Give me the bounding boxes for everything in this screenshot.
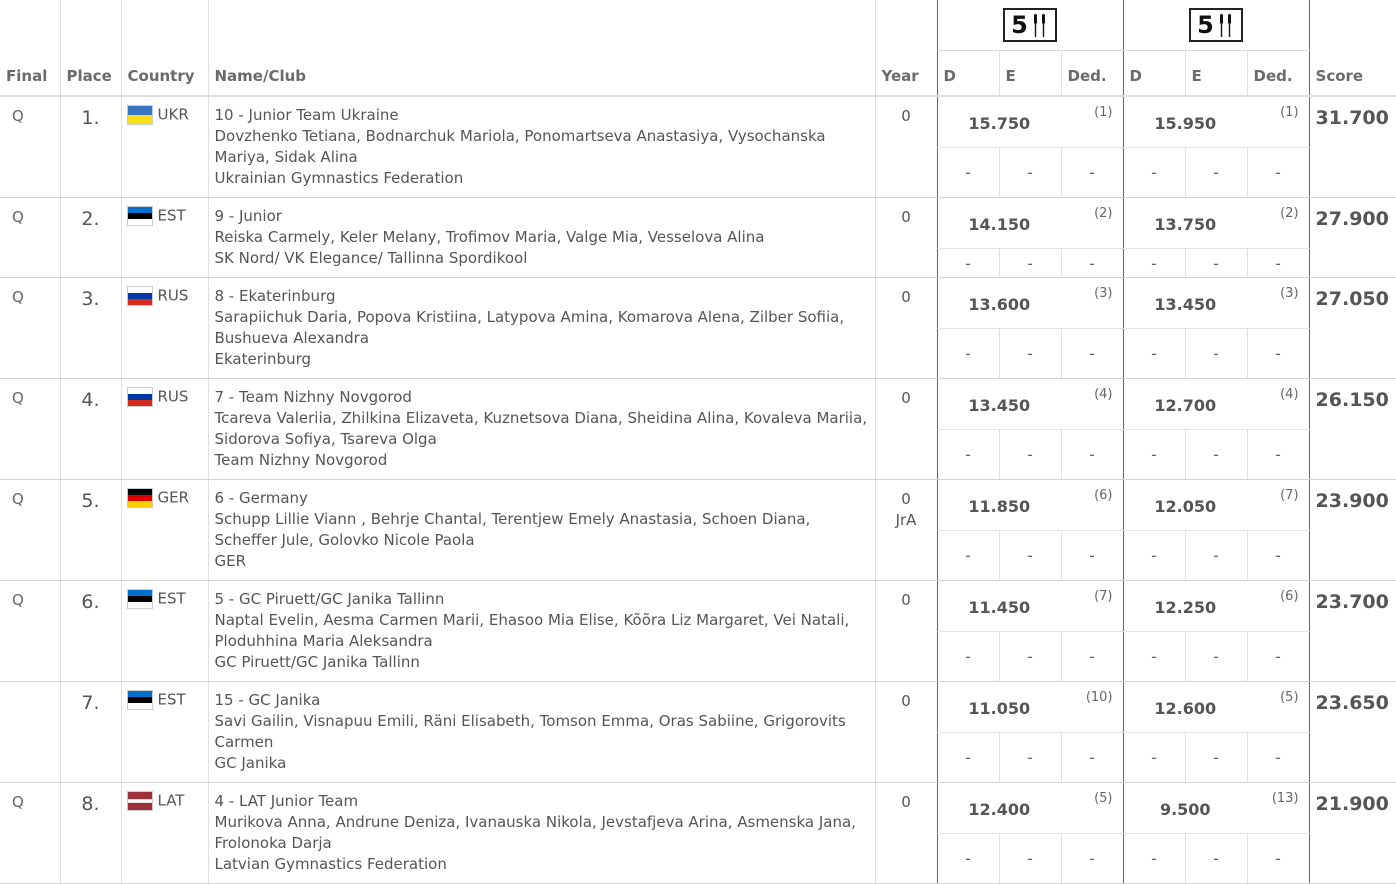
- table-row[interactable]: [0, 682, 1396, 733]
- detail-d2: -: [1123, 430, 1185, 480]
- detail-d1: -: [937, 834, 999, 884]
- place: 7.: [60, 682, 121, 783]
- place: 2.: [60, 198, 121, 278]
- rank-1: (5): [1061, 783, 1123, 834]
- clubs-icon: [1217, 12, 1235, 38]
- detail-e2: -: [1185, 148, 1247, 198]
- year-cell: [875, 682, 937, 783]
- d2-header: D: [1123, 51, 1185, 97]
- flag-icon: [128, 207, 152, 225]
- name-club-cell[interactable]: [208, 581, 875, 682]
- detail-e1: -: [999, 531, 1061, 581]
- rank-1: (2): [1061, 198, 1123, 249]
- country-cell: [121, 682, 208, 783]
- team-name: 4 - LAT Junior Team: [214, 792, 359, 810]
- year-category: JrA: [895, 511, 917, 529]
- gymnast-names: Ploduhhina Maria Aleksandra: [214, 632, 433, 650]
- place: 8.: [60, 783, 121, 884]
- year-cell: [875, 278, 937, 379]
- team-name: 6 - Germany: [214, 489, 308, 507]
- country-code: EST: [157, 690, 186, 709]
- name-club-cell[interactable]: [208, 682, 875, 783]
- country-cell: [121, 278, 208, 379]
- place: 1.: [60, 96, 121, 198]
- country-cell: [121, 96, 208, 198]
- rank-2: (1): [1247, 96, 1309, 148]
- e-score-1[interactable]: 11.050: [937, 682, 1061, 733]
- team-name: 15 - GC Janika: [214, 691, 321, 709]
- ded1-header: Ded.: [1061, 51, 1123, 97]
- name-club-header[interactable]: Name/Club: [208, 51, 875, 97]
- detail-ded2: -: [1247, 531, 1309, 581]
- detail-ded1: -: [1061, 733, 1123, 783]
- club-name: GC Janika: [214, 754, 287, 772]
- club-name: SK Nord/ VK Elegance/ Tallinna Spordikool: [214, 249, 528, 267]
- country-code: EST: [157, 206, 186, 225]
- year: 0: [901, 208, 911, 226]
- name-club-cell[interactable]: [208, 480, 875, 581]
- e-score-2[interactable]: 15.950: [1123, 96, 1247, 148]
- table-row[interactable]: [0, 96, 1396, 148]
- ded2-header: Ded.: [1247, 51, 1309, 97]
- table-row[interactable]: [0, 198, 1396, 249]
- year: 0: [901, 591, 911, 609]
- e-score-2[interactable]: 13.750: [1123, 198, 1247, 249]
- place: 4.: [60, 379, 121, 480]
- table-row[interactable]: [0, 581, 1396, 632]
- final-qualifier: Q: [0, 198, 60, 278]
- country-cell: [121, 379, 208, 480]
- final-qualifier: Q: [0, 379, 60, 480]
- table-row[interactable]: [0, 480, 1396, 531]
- detail-e2: -: [1185, 531, 1247, 581]
- detail-ded1: -: [1061, 249, 1123, 278]
- year-cell: [875, 581, 937, 682]
- total-score[interactable]: 27.050: [1309, 278, 1396, 379]
- table-row[interactable]: [0, 379, 1396, 430]
- apparatus-2-number: 5: [1197, 11, 1214, 39]
- d1-header: D: [937, 51, 999, 97]
- team-name: 9 - Junior: [214, 207, 282, 225]
- country-code: LAT: [157, 791, 185, 810]
- final-qualifier: Q: [0, 783, 60, 884]
- table-row[interactable]: [0, 278, 1396, 329]
- detail-d2: -: [1123, 531, 1185, 581]
- detail-e2: -: [1185, 329, 1247, 379]
- rank-1: (10): [1061, 682, 1123, 733]
- gymnast-names: Dovzhenko Tetiana, Bodnarchuk Mariola, Ponomartseva Anastasiya, Vysochanska: [214, 127, 826, 145]
- gymnast-names: Bushueva Alexandra: [214, 329, 370, 347]
- final-qualifier: [0, 682, 60, 783]
- detail-e2: -: [1185, 430, 1247, 480]
- gymnast-names: Mariya, Sidak Alina: [214, 148, 358, 166]
- country-cell: [121, 581, 208, 682]
- rank-1: (6): [1061, 480, 1123, 531]
- gymnast-names: Tcareva Valeriia, Zhilkina Elizaveta, Kuznetsova Diana, Sheidina Alina, Kovaleva Mariia,: [214, 409, 868, 427]
- flag-icon: [128, 388, 152, 406]
- detail-d2: -: [1123, 329, 1185, 379]
- year: 0: [901, 389, 911, 407]
- e-score-1[interactable]: 13.600: [937, 278, 1061, 329]
- detail-ded1: -: [1061, 329, 1123, 379]
- gymnast-names: Reiska Carmely, Keler Melany, Trofimov Maria, Valge Mia, Vesselova Alina: [214, 228, 765, 246]
- e-score-2[interactable]: 12.250: [1123, 581, 1247, 632]
- e-score-1[interactable]: 11.850: [937, 480, 1061, 531]
- detail-e1: -: [999, 632, 1061, 682]
- detail-d2: -: [1123, 834, 1185, 884]
- place: 6.: [60, 581, 121, 682]
- detail-ded2: -: [1247, 249, 1309, 278]
- e-score-1[interactable]: 12.400: [937, 783, 1061, 834]
- gymnast-names: Naptal Evelin, Aesma Carmen Marii, Ehasoo Mia Elise, Kõõra Liz Margaret, Vei Natali,: [214, 611, 850, 629]
- detail-ded2: -: [1247, 148, 1309, 198]
- e-score-2[interactable]: 12.700: [1123, 379, 1247, 430]
- detail-d2: -: [1123, 148, 1185, 198]
- final-header[interactable]: Final: [0, 51, 60, 97]
- place-header[interactable]: Place: [60, 51, 121, 97]
- total-score[interactable]: 26.150: [1309, 379, 1396, 480]
- gymnast-names: Savi Gailin, Visnapuu Emili, Räni Elisabeth, Tomson Emma, Oras Sabiine, Grigorovits: [214, 712, 846, 730]
- rank-1: (1): [1061, 96, 1123, 148]
- year-cell: [875, 783, 937, 884]
- apparatus-2-box: [1189, 8, 1243, 42]
- e-score-2[interactable]: 9.500: [1123, 783, 1247, 834]
- year: 0: [901, 793, 911, 811]
- detail-d2: -: [1123, 632, 1185, 682]
- clubs-icon: [1031, 12, 1049, 38]
- final-qualifier: Q: [0, 581, 60, 682]
- e-score-1[interactable]: 11.450: [937, 581, 1061, 632]
- place: 5.: [60, 480, 121, 581]
- gymnast-names: Carmen: [214, 733, 274, 751]
- year: 0: [901, 692, 911, 710]
- gymnast-names: Schupp Lillie Viann , Behrje Chantal, Terentjew Emely Anastasia, Schoen Diana,: [214, 510, 811, 528]
- e-score-2[interactable]: 12.050: [1123, 480, 1247, 531]
- club-name: Team Nizhny Novgorod: [214, 451, 388, 469]
- club-name: Ekaterinburg: [214, 350, 311, 368]
- final-qualifier: Q: [0, 278, 60, 379]
- club-name: Ukrainian Gymnastics Federation: [214, 169, 464, 187]
- detail-ded2: -: [1247, 834, 1309, 884]
- detail-ded2: -: [1247, 430, 1309, 480]
- detail-e1: -: [999, 430, 1061, 480]
- total-score[interactable]: 23.650: [1309, 682, 1396, 783]
- detail-ded1: -: [1061, 632, 1123, 682]
- year: 0: [901, 288, 911, 306]
- detail-d1: -: [937, 531, 999, 581]
- rank-2: (3): [1247, 278, 1309, 329]
- club-name: GC Piruett/GC Janika Tallinn: [214, 653, 420, 671]
- detail-ded1: -: [1061, 430, 1123, 480]
- e-score-2[interactable]: 13.450: [1123, 278, 1247, 329]
- score-header[interactable]: Score: [1309, 51, 1396, 97]
- detail-d1: -: [937, 148, 999, 198]
- name-club-cell[interactable]: [208, 783, 875, 884]
- e2-header: E: [1185, 51, 1247, 97]
- flag-icon: [128, 792, 152, 810]
- total-score[interactable]: 23.900: [1309, 480, 1396, 581]
- country-code: EST: [157, 589, 186, 608]
- club-name: Latvian Gymnastics Federation: [214, 855, 447, 873]
- year-cell: [875, 96, 937, 198]
- detail-e2: -: [1185, 632, 1247, 682]
- flag-icon: [128, 489, 152, 507]
- gymnast-names: Scheffer Jule, Golovko Nicole Paola: [214, 531, 475, 549]
- flag-icon: [128, 691, 152, 709]
- gymnast-names: Sidorova Sofiya, Tsareva Olga: [214, 430, 437, 448]
- detail-d1: -: [937, 249, 999, 278]
- team-name: 8 - Ekaterinburg: [214, 287, 336, 305]
- flag-icon: [128, 106, 152, 124]
- final-qualifier: Q: [0, 96, 60, 198]
- country-cell: [121, 783, 208, 884]
- final-qualifier: Q: [0, 480, 60, 581]
- name-club-cell[interactable]: [208, 198, 875, 278]
- rank-1: (4): [1061, 379, 1123, 430]
- detail-e2: -: [1185, 733, 1247, 783]
- gymnast-names: Murikova Anna, Andrune Deniza, Ivanauska Nikola, Jevstafjeva Arina, Asmenska Jana,: [214, 813, 856, 831]
- flag-icon: [128, 590, 152, 608]
- year-cell: [875, 379, 937, 480]
- team-name: 5 - GC Piruett/GC Janika Tallinn: [214, 590, 445, 608]
- country-code: RUS: [157, 387, 189, 406]
- country-code: RUS: [157, 286, 189, 305]
- total-score[interactable]: 27.900: [1309, 198, 1396, 278]
- year-cell: [875, 198, 937, 278]
- e-score-1[interactable]: 13.450: [937, 379, 1061, 430]
- detail-d1: -: [937, 733, 999, 783]
- rank-2: (7): [1247, 480, 1309, 531]
- detail-ded1: -: [1061, 531, 1123, 581]
- detail-ded1: -: [1061, 834, 1123, 884]
- detail-d2: -: [1123, 733, 1185, 783]
- club-name: GER: [214, 552, 247, 570]
- e1-header: E: [999, 51, 1061, 97]
- apparatus-1-number: 5: [1011, 11, 1028, 39]
- rank-2: (2): [1247, 198, 1309, 249]
- name-club-cell[interactable]: [208, 278, 875, 379]
- detail-ded1: -: [1061, 148, 1123, 198]
- detail-e1: -: [999, 148, 1061, 198]
- gymnast-names: Sarapiichuk Daria, Popova Kristiina, Latypova Amina, Komarova Alena, Zilber Sofiia,: [214, 308, 845, 326]
- detail-e1: -: [999, 733, 1061, 783]
- team-name: 7 - Team Nizhny Novgorod: [214, 388, 412, 406]
- detail-ded2: -: [1247, 329, 1309, 379]
- results-body: [0, 96, 1396, 884]
- detail-d1: -: [937, 430, 999, 480]
- apparatus-2-header: [1123, 0, 1309, 51]
- rank-2: (4): [1247, 379, 1309, 430]
- detail-d1: -: [937, 329, 999, 379]
- total-score[interactable]: 21.900: [1309, 783, 1396, 884]
- name-club-cell[interactable]: [208, 379, 875, 480]
- detail-d1: -: [937, 632, 999, 682]
- rank-2: (13): [1247, 783, 1309, 834]
- country-cell: [121, 198, 208, 278]
- e-score-2[interactable]: 12.600: [1123, 682, 1247, 733]
- total-score[interactable]: 23.700: [1309, 581, 1396, 682]
- place: 3.: [60, 278, 121, 379]
- e-score-1[interactable]: 15.750: [937, 96, 1061, 148]
- detail-d2: -: [1123, 249, 1185, 278]
- country-code: GER: [157, 488, 190, 507]
- gymnast-names: Frolonoka Darja: [214, 834, 332, 852]
- detail-ded2: -: [1247, 632, 1309, 682]
- detail-e2: -: [1185, 834, 1247, 884]
- name-club-cell[interactable]: [208, 96, 875, 198]
- apparatus-header-row: [0, 0, 1396, 51]
- detail-e1: -: [999, 249, 1061, 278]
- country-code: UKR: [157, 105, 189, 124]
- rank-1: (7): [1061, 581, 1123, 632]
- column-header-row: [0, 51, 1396, 97]
- e-score-1[interactable]: 14.150: [937, 198, 1061, 249]
- year-header[interactable]: Year: [875, 51, 937, 97]
- apparatus-1-box: [1003, 8, 1057, 42]
- rank-2: (6): [1247, 581, 1309, 632]
- total-score[interactable]: 31.700: [1309, 96, 1396, 198]
- year-cell: [875, 480, 937, 581]
- team-name: 10 - Junior Team Ukraine: [214, 106, 399, 124]
- year: 0: [901, 490, 911, 508]
- detail-e1: -: [999, 329, 1061, 379]
- rank-1: (3): [1061, 278, 1123, 329]
- country-header[interactable]: Country: [121, 51, 208, 97]
- detail-ded2: -: [1247, 733, 1309, 783]
- rank-2: (5): [1247, 682, 1309, 733]
- detail-e2: -: [1185, 249, 1247, 278]
- apparatus-1-header: [937, 0, 1123, 51]
- flag-icon: [128, 287, 152, 305]
- country-cell: [121, 480, 208, 581]
- detail-e1: -: [999, 834, 1061, 884]
- table-row[interactable]: [0, 783, 1396, 834]
- year: 0: [901, 107, 911, 125]
